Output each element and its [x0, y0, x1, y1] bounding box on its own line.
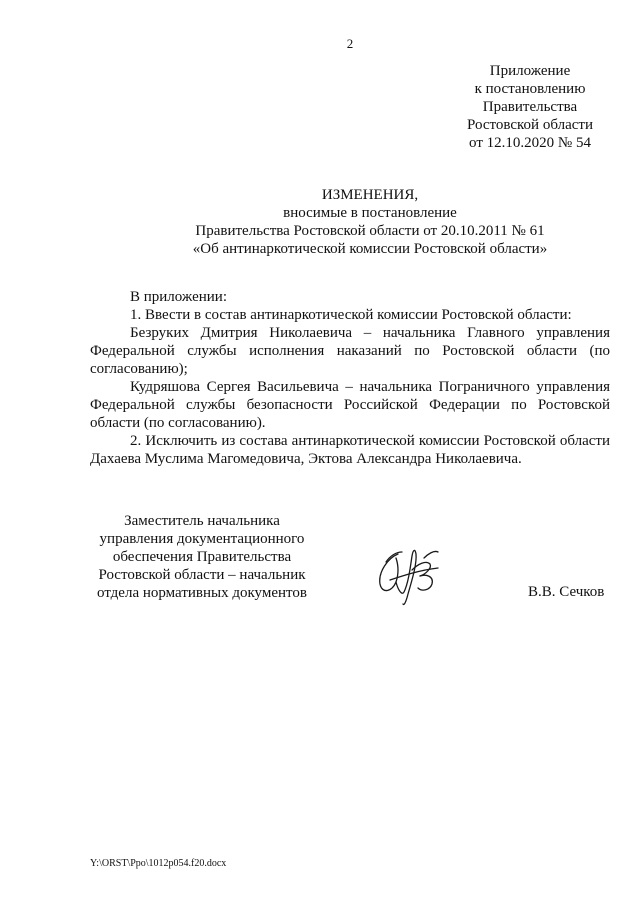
- intro-paragraph: В приложении:: [130, 289, 227, 305]
- signatory-position-line: Ростовской области – начальник: [98, 567, 306, 583]
- signatory-position: [82, 512, 322, 602]
- appendix-line: Ростовской области: [467, 117, 593, 133]
- document-body: [90, 288, 610, 468]
- item-1-paragraph: 1. Ввести в состав антинаркотической комиссии Ростовской области:: [130, 307, 572, 323]
- signatory-position-line: обеспечения Правительства: [112, 549, 292, 565]
- appendix-block: [440, 62, 620, 152]
- signatory-position-line: управления документационного: [99, 531, 305, 547]
- title-line: «Об антинаркотической комиссии Ростовской области»: [192, 241, 548, 257]
- appendix-line: Правительства: [482, 99, 578, 115]
- signatory-position-line: Заместитель начальника: [124, 513, 280, 529]
- document-title: [130, 186, 610, 258]
- appendix-line: от 12.10.2020 № 54: [469, 135, 591, 151]
- member-2-paragraph: Кудряшова Сергея Васильевича – начальника Пограничного управления Федеральной службы безопасности Российской Федерации по Ростовской области (по согласованию).: [90, 379, 610, 431]
- title-line: вносимые в постановление: [283, 205, 457, 221]
- appendix-line: к постановлению: [474, 81, 586, 97]
- member-1-paragraph: Безруких Дмитрия Николаевича – начальника Главного управления Федеральной службы исполнения наказаний по Ростовской области (по согласованию);: [90, 325, 610, 377]
- appendix-line: Приложение: [489, 63, 571, 79]
- title-heading: ИЗМЕНЕНИЯ,: [321, 187, 419, 203]
- page-number: 2: [346, 36, 354, 51]
- title-line: Правительства Ростовской области от 20.10.2011 № 61: [195, 223, 545, 239]
- file-path: Y:\ORST\Ppo\1012p054.f20.docx: [90, 858, 227, 869]
- item-2-paragraph: 2. Исключить из состава антинаркотической комиссии Ростовской области Дахаева Муслима Магомедовича, Эктова Александра Николаевича.: [90, 433, 610, 467]
- signatory-position-line: отдела нормативных документов: [97, 585, 307, 601]
- signatory-name: В.В. Сечков: [528, 584, 605, 600]
- handwritten-signature: [368, 540, 448, 610]
